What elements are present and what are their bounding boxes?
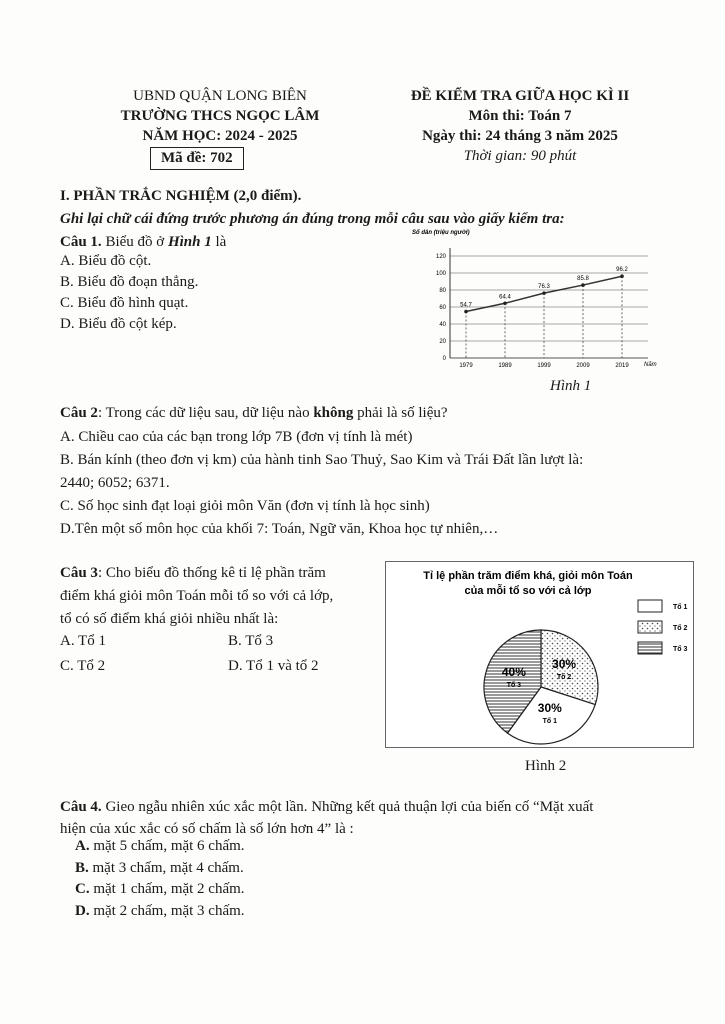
chart1-xtick-label: 1979 xyxy=(459,363,473,369)
chart1-xtick-label: 2009 xyxy=(576,363,590,369)
q2-options xyxy=(60,426,583,541)
chart2-title-line-1: Tỉ lệ phần trăm điểm khá, giỏi môn Toán xyxy=(423,570,633,582)
q4-option-b-text: mặt 3 chấm, mặt 4 chấm. xyxy=(92,859,244,876)
figure-2-caption: Hình 2 xyxy=(525,758,567,774)
exam-date: Ngày thi: 24 tháng 3 năm 2025 xyxy=(422,128,618,144)
q1-text-end: là xyxy=(215,234,227,250)
q4-line-2: hiện của xúc xắc có số chấm là số lớn hơn 4” là : xyxy=(60,821,354,837)
figure-1-line-chart xyxy=(400,226,680,376)
chart1-xtick-label: 2019 xyxy=(615,363,629,369)
q3-line-3: tổ có số điểm khá giỏi nhiều nhất là: xyxy=(60,611,279,627)
exam-subject: Môn thi: Toán 7 xyxy=(468,108,572,124)
q4-option-c-letter: C. xyxy=(75,881,90,897)
q2-text-bold: không xyxy=(313,405,354,421)
q1-option-d: D. Biểu đồ cột kép. xyxy=(60,316,177,332)
exam-time: Thời gian: 90 phút xyxy=(463,148,577,164)
chart1-point xyxy=(620,274,624,278)
chart1-ytick-label: 60 xyxy=(439,305,446,311)
chart1-point xyxy=(542,291,546,295)
q4-option-c xyxy=(75,879,245,901)
chart1-ytick-label: 20 xyxy=(439,339,446,345)
q3-option-b: B. Tổ 3 xyxy=(228,633,274,649)
chart1-xtick-label: 1999 xyxy=(537,363,551,369)
q3-option-a: A. Tổ 1 xyxy=(60,633,106,649)
chart1-ytick-label: 80 xyxy=(439,288,446,294)
school-year: NĂM HỌC: 2024 - 2025 xyxy=(142,128,298,144)
chart2-title-line-2: của mỗi tổ so với cả lớp xyxy=(464,585,592,597)
q4-option-a xyxy=(75,836,245,858)
chart2-legend-label: Tổ 2 xyxy=(673,625,688,632)
q2-option-a: A. Chiều cao của các bạn trong lớp 7B (đơn vị tính là mét) xyxy=(60,429,413,445)
header-left xyxy=(100,86,340,146)
chart2-slice-label: Tổ 1 xyxy=(542,718,558,726)
section-instruction: Ghi lại chữ cái đứng trước phương án đúng trong mỗi câu sau vào giấy kiểm tra: xyxy=(60,211,565,227)
school-name: TRƯỜNG THCS NGỌC LÂM xyxy=(120,108,320,124)
q1-text: Biểu đồ ở xyxy=(105,234,165,250)
q4-option-c-text: mặt 1 chấm, mặt 2 chấm. xyxy=(93,881,245,897)
q2-label: Câu 2 xyxy=(60,405,98,421)
chart2-slice-label: Tổ 3 xyxy=(506,682,522,690)
chart1-data-label: 85.8 xyxy=(577,276,589,283)
q1-label: Câu 1. xyxy=(60,234,102,250)
chart2-value-label: 40% xyxy=(501,665,526,680)
q1-stem xyxy=(60,232,226,253)
q2-option-b: B. Bán kính (theo đơn vị km) của hành tinh Sao Thuỷ, Sao Kim và Trái Đất lần lượt là: xyxy=(60,452,584,468)
q3-option-d: D. Tổ 1 và tổ 2 xyxy=(228,658,319,674)
chart1-point xyxy=(464,310,468,314)
figure-1-caption: Hình 1 xyxy=(550,378,592,394)
chart1-ytick-label: 40 xyxy=(439,322,446,328)
q4-option-a-letter: A. xyxy=(75,838,90,854)
figure-2-chart-box xyxy=(385,561,694,748)
chart2-value-label: 30% xyxy=(552,657,577,672)
district-name: UBND QUẬN LONG BIÊN xyxy=(133,88,307,104)
q4-option-a-text: mặt 5 chấm, mặt 6 chấm. xyxy=(93,838,245,854)
chart1-grid xyxy=(450,248,648,358)
chart1-yticks xyxy=(436,254,447,362)
chart1-data-label: 76.3 xyxy=(538,284,550,291)
q2-option-c: C. Số học sinh đạt loại giỏi môn Văn (đơn vị tính là học sinh) xyxy=(60,498,430,514)
chart1-data-label: 54.7 xyxy=(460,302,472,309)
q4-option-d-text: mặt 2 chấm, mặt 3 chấm. xyxy=(93,902,245,919)
q4-option-b-letter: B. xyxy=(75,859,89,876)
exam-code: Mã đề: 702 xyxy=(150,147,244,170)
chart1-xtick-label: 1989 xyxy=(498,363,512,369)
chart2-legend-label: Tổ 1 xyxy=(673,604,688,611)
chart1-xlabel: Năm xyxy=(644,362,657,368)
q3-label: Câu 3 xyxy=(60,565,98,581)
chart1-ytick-label: 100 xyxy=(435,271,446,277)
q4-options xyxy=(75,836,245,922)
q3-line-2: điểm khá giỏi môn Toán mỗi tổ so với cả lớp, xyxy=(60,588,334,604)
figure-2-pie-chart xyxy=(386,562,693,747)
q3-option-c: C. Tổ 2 xyxy=(60,658,106,674)
q4-label: Câu 4. xyxy=(60,799,102,815)
chart2-slice-label: Tổ 2 xyxy=(556,674,572,682)
chart2-legend-swatch xyxy=(638,600,662,612)
q1-figref: Hình 1 xyxy=(167,234,212,250)
chart1-data-label: 96.2 xyxy=(616,267,628,274)
chart2-legend-swatch xyxy=(638,642,662,654)
q1-options xyxy=(60,251,198,335)
exam-title: ĐỀ KIỂM TRA GIỮA HỌC KÌ II xyxy=(410,88,630,104)
chart1-ylabel: Số dân (triệu người) xyxy=(412,230,470,236)
q4-option-b xyxy=(75,858,245,880)
q4-option-d xyxy=(75,901,245,923)
chart2-legend xyxy=(638,600,687,654)
q4-option-d-letter: D. xyxy=(75,902,90,919)
chart2-value-label: 30% xyxy=(537,701,562,716)
q1-option-b: B. Biểu đồ đoạn thẳng. xyxy=(60,274,199,290)
q4-stem xyxy=(60,796,593,840)
header-right xyxy=(385,86,655,166)
q1-option-a: A. Biểu đồ cột. xyxy=(60,253,152,269)
q4-line-1: Gieo ngẫu nhiên xúc xắc một lần. Những kết quả thuận lợi của biến cố “Mặt xuất xyxy=(105,799,594,815)
chart2-slices xyxy=(484,630,598,744)
chart1-point xyxy=(503,301,507,305)
q2-stem xyxy=(60,403,448,424)
chart1-data-label: 64.4 xyxy=(499,294,511,301)
chart2-legend-label: Tổ 3 xyxy=(673,646,688,653)
q2-text-b: phải là số liệu? xyxy=(357,405,448,421)
q2-text-a: : Trong các dữ liệu sau, dữ liệu nào xyxy=(97,405,310,421)
q2-option-b-cont: 2440; 6052; 6371. xyxy=(60,475,170,491)
section-title: I. PHẦN TRẮC NGHIỆM (2,0 điểm). xyxy=(60,188,302,204)
chart1-ytick-label: 120 xyxy=(435,254,446,260)
q2-option-d: D.Tên một số môn học của khối 7: Toán, Ngữ văn, Khoa học tự nhiên,… xyxy=(60,521,499,537)
chart2-legend-swatch xyxy=(638,621,662,633)
q3-line-1: : Cho biểu đồ thống kê tỉ lệ phần trăm xyxy=(97,565,326,581)
q1-option-c: C. Biểu đồ hình quạt. xyxy=(60,295,189,311)
chart1-point xyxy=(581,283,585,287)
chart1-ytick-label: 0 xyxy=(442,356,446,362)
q3-stem xyxy=(60,562,333,631)
